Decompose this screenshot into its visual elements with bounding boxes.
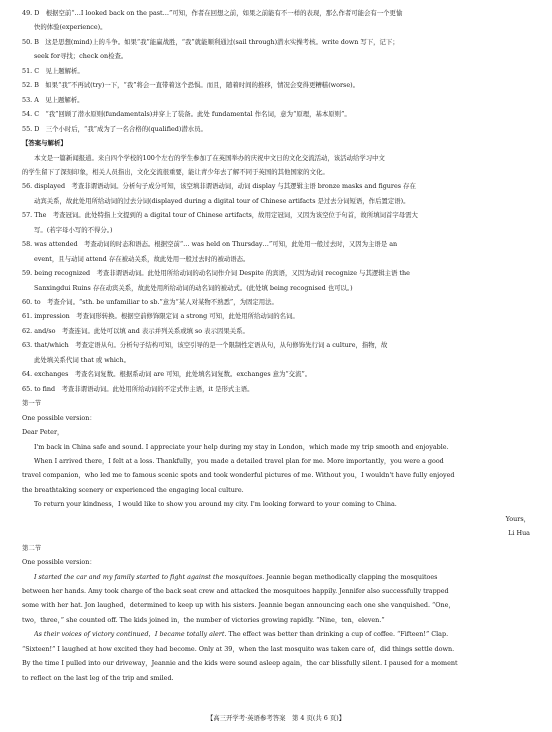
italic-prompt-sentence: I started the car and my family started to fight against the mosquitoes. <box>34 572 265 581</box>
text-line: 63. that/which 考查定语从句。分析句子结构可知，该空引导的是一个限制性定语从句，从句修饰先行词 a culture，指物，故 <box>22 341 388 350</box>
text-line: 50. B 这是思想(mind)上的斗争。如果“我”能赢战胜，“我”就能顺利通过(sail through)潜水实操考核。write down 写下，记下； <box>22 37 399 46</box>
text-line: 65. to find 考查非谓语动词。此处用所给动词的不定式作主语，it 是形式主语。 <box>22 384 254 393</box>
text-line: 此处填关系代词 that 或 which。 <box>34 355 130 364</box>
text-line: Yours， <box>505 514 530 523</box>
text-line: 56. displayed 考查非谓语动词。分析句子成分可知，该空填非谓语动词，动词 display 与其逻辑主语 bronze masks and figures 存在 <box>22 182 416 191</box>
italic-prompt-sentence: As their voices of victory continued，I became totally alert. <box>34 630 227 639</box>
text-line: 57. The 考查冠词。此处特指上文提到的 a digital tour of Chinese artifacts，故用定冠词，又因为该空位于句首，故所填词首字母需大 <box>22 211 418 220</box>
text-line: 60. to 考查介词。“sth. be unfamiliar to sb.”意为“某人对某物不熟悉”，为固定用法。 <box>22 298 278 306</box>
text-line: One possible version： <box>22 558 96 567</box>
text-line: When I arrived there，I felt at a loss. Thankfully，you made a detailed travel plan for me. More importantly，you were a good <box>34 456 444 465</box>
text-line: 本文是一篇新闻报道。来自四个学校的100个左右的学生参加了在英国举办的庆祝中文日的文化交流活动，该活动给学习中文 <box>34 153 385 162</box>
text-line: 第一节 <box>22 399 42 408</box>
text-line: 53. A 见上题解析。 <box>22 95 84 104</box>
text-line: 写。(若字母小写的不得分。) <box>34 225 113 234</box>
text-line: 第二节 <box>22 543 42 552</box>
text-line: 52. B 如果“我”不再试(try)一下，“我”将会一直带着这个恐惧。而且，随着时间的推移，情况会变得更糟糕(worse)。 <box>22 81 360 90</box>
text-line: some with her hat. Jon laughed，determined to keep up with his sisters. Jeannie began announcing each one she vanquished. “One， <box>22 601 455 610</box>
text-line: Sanxingdui Ruins 存在动宾关系，故此处用所给动词的动名词的被动式。(此处填 being recognised 也可以。) <box>34 283 353 292</box>
text-line: 动宾关系，故此处用所给动词的过去分词(displayed during a digital tour of Chinese artifacts 是过去分词短语，作后置定语)。 <box>34 196 410 205</box>
text-line: event，且与动词 attend 存在被动关系，故此处用一般过去时的被动语态。 <box>34 254 250 263</box>
text-line <box>34 573 538 582</box>
text-line: By the time I pulled into our driveway，Jeannie and the kids were sound asleep again，the car blissfully silent. I paused for a moment <box>22 659 458 668</box>
text-line <box>34 630 538 639</box>
text-line: Li Hua <box>508 529 530 538</box>
text-line: the breathtaking scenery or experienced the engaging local culture. <box>22 485 244 494</box>
text-line: 58. was attended 考查动词的时态和语态。根据空前“… was held on Thursday…”可知，此处用一般过去时，又因为主语是 an <box>22 240 398 249</box>
text-line: 64. exchanges 考查名词复数。根据系动词 are 可知，此处填名词复数。exchanges 意为“交流”。 <box>22 370 312 379</box>
text-line: Dear Peter， <box>22 428 64 436</box>
text-line: travel companion，who led me to famous scenic spots and took wonderful pictures of me. Without you，I wouldn't have fully enjoyed <box>22 471 455 480</box>
text-line: 快的体验(experience)。 <box>34 23 107 32</box>
section-heading: 【答案与解析】 <box>22 139 67 147</box>
text-line: 51. C 见上题解析。 <box>22 66 84 75</box>
text-line: seek for寻找；check on检查。 <box>34 52 128 61</box>
text-line: 55. D 三个小时后，“我”成为了一名合格的(qualified)潜水员。 <box>22 124 207 133</box>
text-line: 的学生留下了深刻印象，相关人员指出，文化交流很重要，能让青少年去了解不同于英国的其他国家的文化。 <box>22 167 329 176</box>
text-line: 62. and/so 考查连词。此处可以填 and 表示并列关系或填 so 表示因果关系。 <box>22 326 249 335</box>
text-span: The effect was better than drinking a cup of coffee. “Fifteen!” Clap. <box>226 630 449 639</box>
text-line: 59. being recognized 考查非谓语动词。此处用所给动词的动名词作介词 Despite 的宾语，又因为动词 recognize 与其逻辑主语 the <box>22 269 410 278</box>
text-line: I'm back in China safe and sound. I appreciate your help during my stay in London，which made my trip smooth and enjoyable. <box>34 442 449 451</box>
text-line: between her hands. Amy took charge of the back seat crew and attacked the mosquitoes happily. Jennifer also successfully trapped <box>22 587 449 595</box>
text-line: “Sixteen!” I laughed at how excited they had become. Only at 39，when the last mosquito was taken care of，did things settle down. <box>22 644 455 653</box>
text-span: Jeannie began methodically clapping the mosquitoes <box>264 572 438 581</box>
text-line: two，three，” she counted off. The kids joined in，the number of victories growing rapidly. “Nine，ten，eleven.” <box>22 615 385 624</box>
text-line: To return your kindness，I would like to show you around my city. I'm looking forward to your coming to China. <box>34 500 397 509</box>
text-line: 49. D 根据空前“…I looked back on the past…”可知，作者在回想之前，如果之前能有不一样的表现，那么作者可能会有一个更愉 <box>22 9 403 17</box>
page-footer: 【高三开学考·英语参考答案 第 4 页(共 6 页)】 <box>206 714 346 722</box>
text-line: to reflect on the last leg of the trip and smiled. <box>22 673 174 682</box>
text-line: One possible version： <box>22 413 96 422</box>
text-line: 54. C “我”回顾了潜水原则(fundamentals)并穿上了装备。此处 fundamental 作名词，意为“原理，基本原则”。 <box>22 110 351 119</box>
text-line: 61. impression 考查词形转换。根据空前修饰限定词 a strong 可知，此处用所给动词的名词。 <box>22 312 299 321</box>
